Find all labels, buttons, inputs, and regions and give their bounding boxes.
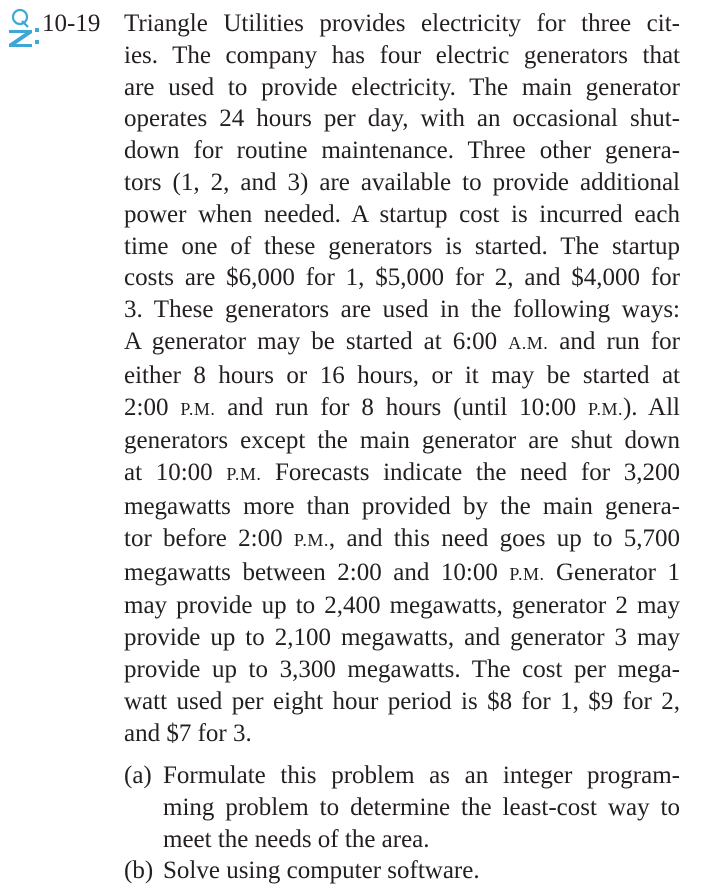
problem-parts xyxy=(124,760,680,887)
problem-text xyxy=(124,8,680,749)
text-line: time one of these generators is started. The startup xyxy=(124,232,680,260)
part-label: (a) xyxy=(124,762,152,789)
text-line: megawatts between 2:00 and 10:00 P.M. Generator 1 xyxy=(124,558,680,586)
text-line: A generator may be started at 6:00 A.M. and run for xyxy=(124,327,680,355)
part-b xyxy=(124,855,680,887)
text-line: tors (1, 2, and 3) are available to provide additional xyxy=(124,168,680,196)
solver-q-icon xyxy=(6,8,40,48)
text-line: Solve using computer software. xyxy=(163,857,480,885)
text-line: either 8 hours or 16 hours, or it may be started at xyxy=(124,361,680,389)
text-line: at 10:00 P.M. Forecasts indicate the need for 3,200 xyxy=(124,459,680,487)
part-a xyxy=(124,760,680,855)
text-line: megawatts more than provided by the main genera- xyxy=(124,492,680,520)
text-line: and $7 for 3. xyxy=(124,719,252,747)
text-line: generators except the main generator are shut down xyxy=(124,427,680,455)
text-line: ming problem to determine the least-cost way to xyxy=(163,793,680,821)
text-line: Formulate this problem as an integer program- xyxy=(163,762,680,789)
text-line: ies. The company has four electric generators that xyxy=(124,41,680,69)
text-line: tor before 2:00 P.M., and this need goes up to 5,700 xyxy=(124,524,681,552)
part-label: (b) xyxy=(124,857,154,885)
problem-number: 10-19 xyxy=(42,10,101,37)
text-line: power when needed. A startup cost is incurred each xyxy=(124,200,680,228)
text-line: operates 24 hours per day, with an occasional shut- xyxy=(124,105,680,133)
text-line: 2:00 P.M. and run for 8 hours (until 10:00 P.M.). All xyxy=(124,393,680,421)
text-line: costs are $6,000 for 1, $5,000 for 2, and $4,000 for xyxy=(124,264,680,292)
text-line: watt used per eight hour period is $8 for 1, $9 for 2, xyxy=(124,687,680,715)
text-line: Triangle Utilities provides electricity for three cit- xyxy=(124,10,680,37)
text-line: down for routine maintenance. Three other genera- xyxy=(124,137,680,165)
text-line: 3. These generators are used in the following ways: xyxy=(124,296,680,324)
text-line: are used to provide electricity. The main generator xyxy=(124,73,680,101)
text-line: provide up to 2,100 megawatts, and generator 3 may xyxy=(124,624,680,652)
text-line: provide up to 3,300 megawatts. The cost per mega- xyxy=(124,655,680,683)
text-line: may provide up to 2,400 megawatts, generator 2 may xyxy=(124,592,680,620)
text-line: meet the needs of the area. xyxy=(163,825,430,853)
